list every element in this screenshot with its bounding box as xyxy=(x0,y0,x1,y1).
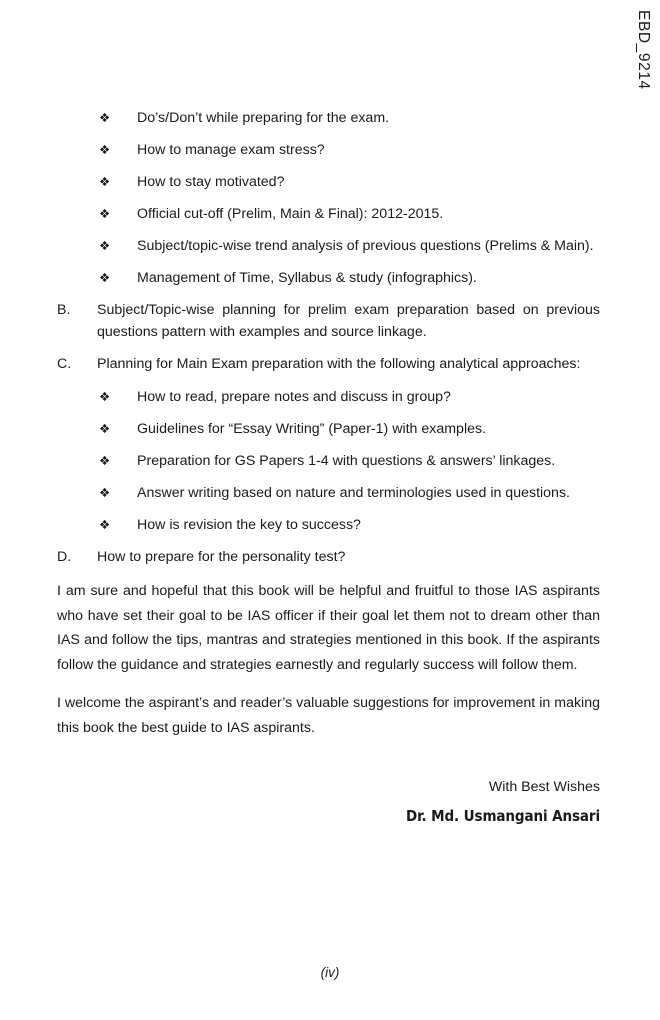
page-folio: (iv) xyxy=(320,965,340,980)
list-item-label: Preparation for GS Papers 1-4 with questions & answers’ linkages. xyxy=(137,452,556,469)
outline-marker-c: C. xyxy=(57,356,72,373)
list-item-label: How to read, prepare notes and discuss in group? xyxy=(137,388,451,405)
list-item xyxy=(57,172,600,193)
list-item-label: How to stay motivated? xyxy=(137,174,285,191)
list-item xyxy=(57,140,600,161)
list-item-label: Management of Time, Syllabus & study (infographics). xyxy=(137,270,477,287)
diamond-bullet-icon: ❖ xyxy=(99,388,111,404)
diamond-bullet-icon: ❖ xyxy=(99,420,111,436)
list-item-label: Subject/topic-wise trend analysis of previous questions (Prelims & Main). xyxy=(137,238,594,255)
diamond-bullet-icon: ❖ xyxy=(99,452,111,468)
list-item xyxy=(57,108,600,129)
outline-text-b: Subject/Topic-wise planning for prelim exam preparation based on previous questions pattern with examples and source linkage. xyxy=(97,302,600,340)
author-signature: Dr. Md. Usmangani Ansari xyxy=(406,806,600,825)
diamond-bullet-icon: ❖ xyxy=(99,270,111,286)
diamond-bullet-icon: ❖ xyxy=(99,206,111,222)
diamond-bullet-icon: ❖ xyxy=(99,238,111,254)
running-head-label: EBD_9214 xyxy=(635,10,652,90)
page-content xyxy=(57,108,600,827)
diamond-bullet-icon: ❖ xyxy=(99,484,111,500)
paragraph-spacer xyxy=(57,677,600,691)
outline-marker-d: D. xyxy=(57,548,72,565)
outline-item-d xyxy=(57,547,600,569)
section-a-bullet-list xyxy=(57,108,600,289)
list-item xyxy=(57,236,600,257)
list-item xyxy=(57,387,600,408)
running-head xyxy=(632,10,652,120)
list-item xyxy=(57,483,600,504)
list-item-label: Answer writing based on nature and terminologies used in questions. xyxy=(137,484,570,501)
body-paragraph-2: I welcome the aspirant’s and reader’s valuable suggestions for improvement in making this book the best guide to IAS aspirants. xyxy=(57,695,600,736)
diamond-bullet-icon: ❖ xyxy=(99,516,111,532)
list-item xyxy=(57,419,600,440)
section-c-bullet-list xyxy=(57,387,600,536)
list-item xyxy=(57,204,600,225)
body-paragraph-1: I am sure and hopeful that this book will be helpful and fruitful to those IAS aspirants who have set their goal to be IAS officer if their goal let them not to dream other than IAS and follow the tips, mantras and strategies mentioned in this book. If the aspirants follow the guidance and strategies earnestly and regularly success will follow them. xyxy=(57,583,600,673)
list-item-label: How to manage exam stress? xyxy=(137,142,325,159)
list-item-label: Do’s/Don’t while preparing for the exam. xyxy=(137,110,390,126)
outline-text-d: How to prepare for the personality test? xyxy=(97,548,346,565)
list-item-label: Official cut-off (Prelim, Main & Final): 2012-2015. xyxy=(137,206,444,223)
outline-marker-b: B. xyxy=(57,302,71,319)
outline-item-b xyxy=(57,300,600,343)
list-item xyxy=(57,515,600,536)
diamond-bullet-icon: ❖ xyxy=(99,174,111,190)
diamond-bullet-icon: ❖ xyxy=(99,110,111,125)
outline-item-c xyxy=(57,354,600,376)
diamond-bullet-icon: ❖ xyxy=(99,142,111,158)
list-item-label: How is revision the key to success? xyxy=(137,516,361,533)
list-item-label: Guidelines for “Essay Writing” (Paper-1) with examples. xyxy=(137,420,487,437)
closing-block xyxy=(57,776,600,827)
outline-text-c: Planning for Main Exam preparation with the following analytical approaches: xyxy=(97,356,581,373)
closing-wishes: With Best Wishes xyxy=(488,779,600,796)
list-item xyxy=(57,268,600,289)
list-item xyxy=(57,451,600,472)
